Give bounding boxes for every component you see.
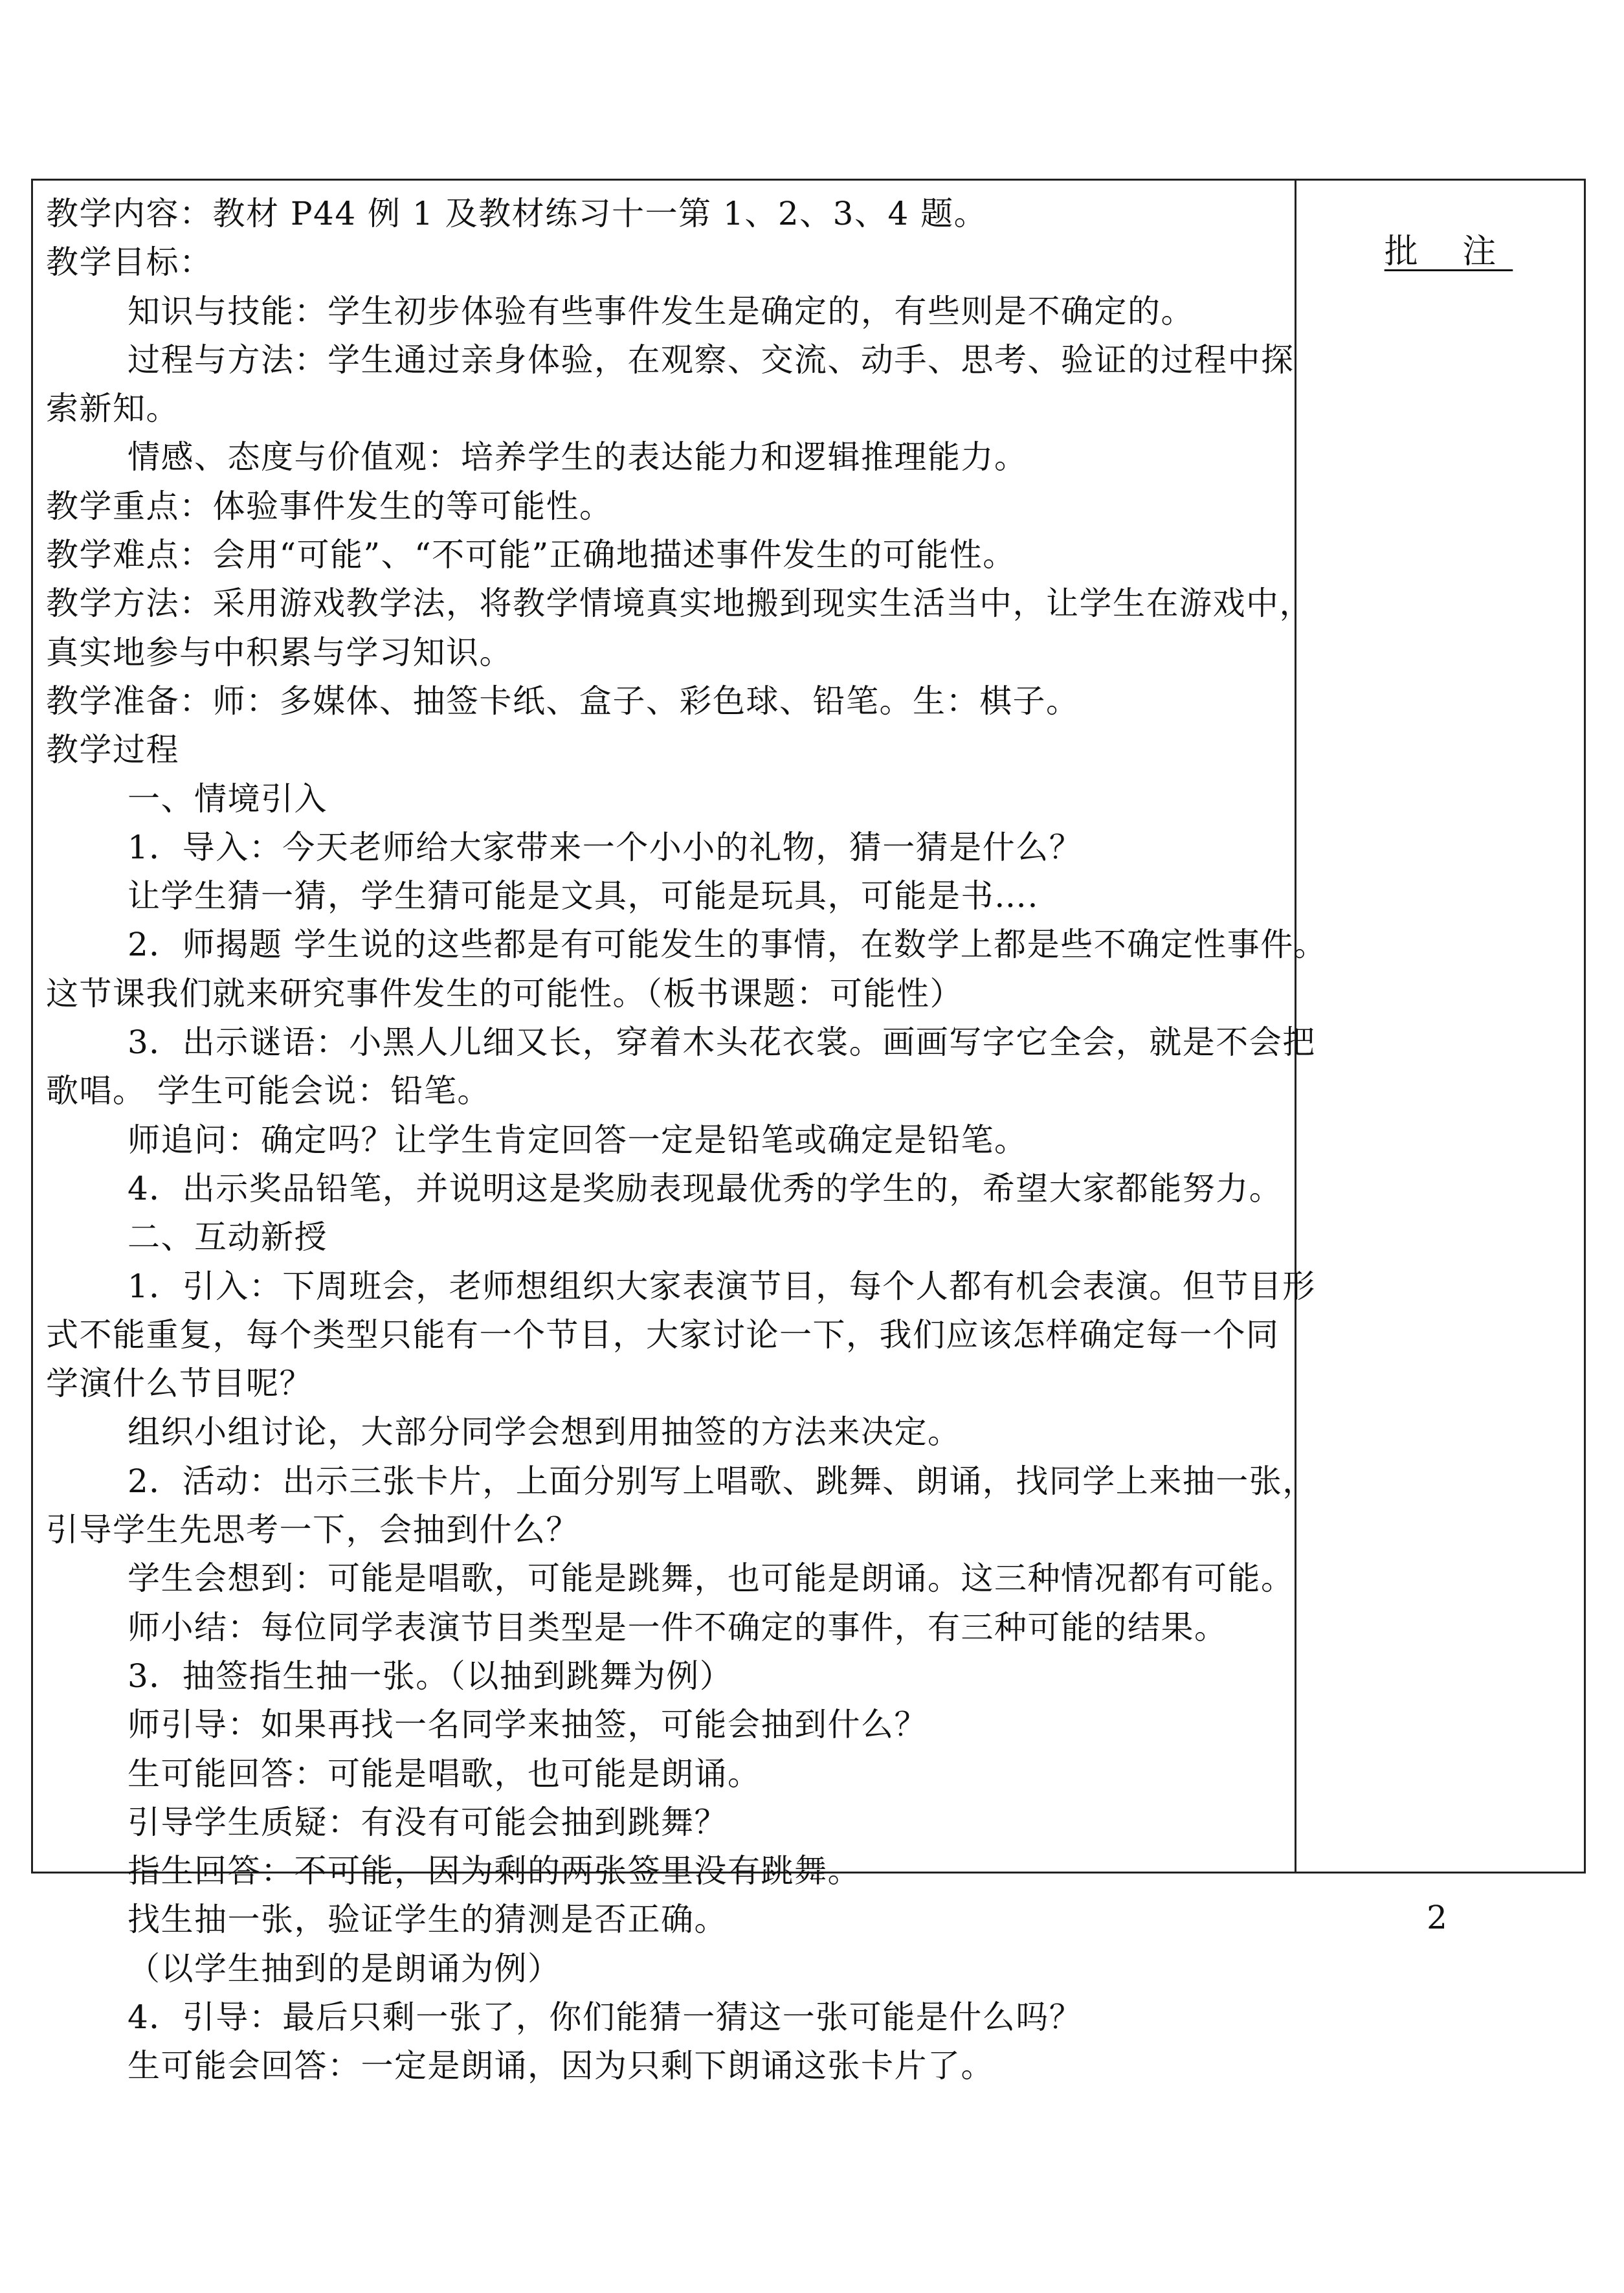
text-line: 组织小组讨论，大部分同学会想到用抽签的方法来决定。 xyxy=(128,1413,961,1451)
text-line: 指生回答：不可能，因为剩的两张签里没有跳舞。 xyxy=(128,1852,861,1890)
text-line: 生可能回答：可能是唱歌，也可能是朗诵。 xyxy=(128,1754,761,1793)
text-line: 这节课我们就来研究事件发生的可能性。（板书课题：可能性） xyxy=(46,974,963,1012)
lesson-text-block xyxy=(46,190,1328,2091)
text-line: 师追问：确定吗？让学生肯定回答一定是铅笔或确定是铅笔。 xyxy=(128,1121,1028,1159)
text-line: 情感、态度与价值观：培养学生的表达能力和逻辑推理能力。 xyxy=(128,438,1028,476)
text-line: 过程与方法：学生通过亲身体验，在观察、交流、动手、思考、验证的过程中探 xyxy=(128,341,1295,379)
text-line: 一、情境引入 xyxy=(128,779,328,818)
text-line: 式不能重复，每个类型只能有一个节目，大家讨论一下，我们应该怎样确定每一个同 xyxy=(46,1315,1280,1354)
text-line: 2．活动：出示三张卡片，上面分别写上唱歌、跳舞、朗诵，找同学上来抽一张， xyxy=(128,1462,1316,1500)
text-line: 4．出示奖品铅笔，并说明这是奖励表现最优秀的学生的，希望大家都能努力。 xyxy=(128,1169,1283,1207)
lesson-content-cell xyxy=(33,181,1328,2085)
text-line: 索新知。 xyxy=(46,390,179,428)
annotation-header-text: 批 注 xyxy=(1384,232,1513,271)
annotation-header xyxy=(1296,232,1584,271)
text-line: 师小结：每位同学表演节目类型是一件不确定的事件，有三种可能的结果。 xyxy=(128,1608,1228,1646)
text-line: 引导学生质疑：有没有可能会抽到跳舞？ xyxy=(128,1803,728,1841)
text-line: 教学重点：体验事件发生的等可能性。 xyxy=(46,487,613,525)
text-line: 1．导入：今天老师给大家带来一个小小的礼物，猜一猜是什么？ xyxy=(128,828,1083,866)
text-line: 让学生猜一猜，学生猜可能是文具，可能是玩具，可能是书…. xyxy=(128,877,1039,915)
text-line: 教学准备：师：多媒体、抽签卡纸、盒子、彩色球、铅笔。生：棋子。 xyxy=(46,682,1080,720)
annotation-cell xyxy=(1296,181,1584,1872)
text-line: 找生抽一张，验证学生的猜测是否正确。 xyxy=(128,1901,728,1939)
text-line: 教学过程 xyxy=(46,731,179,769)
text-line: 1．引入：下周班会，老师想组织大家表演节目，每个人都有机会表演。但节目形 xyxy=(128,1267,1316,1305)
text-line: 教学内容：教材 P44 例 1 及教材练习十一第 1、2、3、4 题。 xyxy=(46,195,988,232)
text-line: 学演什么节目呢？ xyxy=(46,1365,313,1403)
text-line: 教学目标： xyxy=(46,243,213,282)
text-line: （以学生抽到的是朗诵为例） xyxy=(128,1949,561,1987)
text-line: 引导学生先思考一下，会抽到什么？ xyxy=(46,1511,579,1549)
lesson-plan-table xyxy=(31,179,1586,2085)
text-line: 3．出示谜语：小黑人儿细又长，穿着木头花衣裳。画画写字它全会，就是不会把 xyxy=(128,1023,1316,1062)
page-number: 2 xyxy=(1427,1899,1447,1936)
text-line: 4．引导：最后只剩一张了，你们能猜一猜这一张可能是什么吗？ xyxy=(128,1998,1083,2036)
text-line: 知识与技能：学生初步体验有些事件发生是确定的，有些则是不确定的。 xyxy=(128,292,1194,330)
text-line: 真实地参与中积累与学习知识。 xyxy=(46,633,513,671)
text-line: 歌唱。 学生可能会说：铅笔。 xyxy=(46,1072,491,1110)
text-line: 学生会想到：可能是唱歌，可能是跳舞，也可能是朗诵。这三种情况都有可能。 xyxy=(128,1560,1295,1598)
text-line: 教学难点：会用“可能”、“不可能”正确地描述事件发生的可能性。 xyxy=(46,536,1016,574)
text-line: 教学方法：采用游戏教学法，将教学情境真实地搬到现实生活当中，让学生在游戏中， xyxy=(46,585,1313,623)
text-line: 师引导：如果再找一名同学来抽签，可能会抽到什么？ xyxy=(128,1706,928,1744)
text-line: 生可能会回答：一定是朗诵，因为只剩下朗诵这张卡片了。 xyxy=(128,2047,994,2085)
text-line: 2．师揭题 学生说的这些都是有可能发生的事情，在数学上都是些不确定性事件。 xyxy=(128,926,1328,964)
text-line: 3．抽签指生抽一张。（以抽到跳舞为例） xyxy=(128,1657,733,1695)
text-line: 二、互动新授 xyxy=(128,1218,328,1257)
